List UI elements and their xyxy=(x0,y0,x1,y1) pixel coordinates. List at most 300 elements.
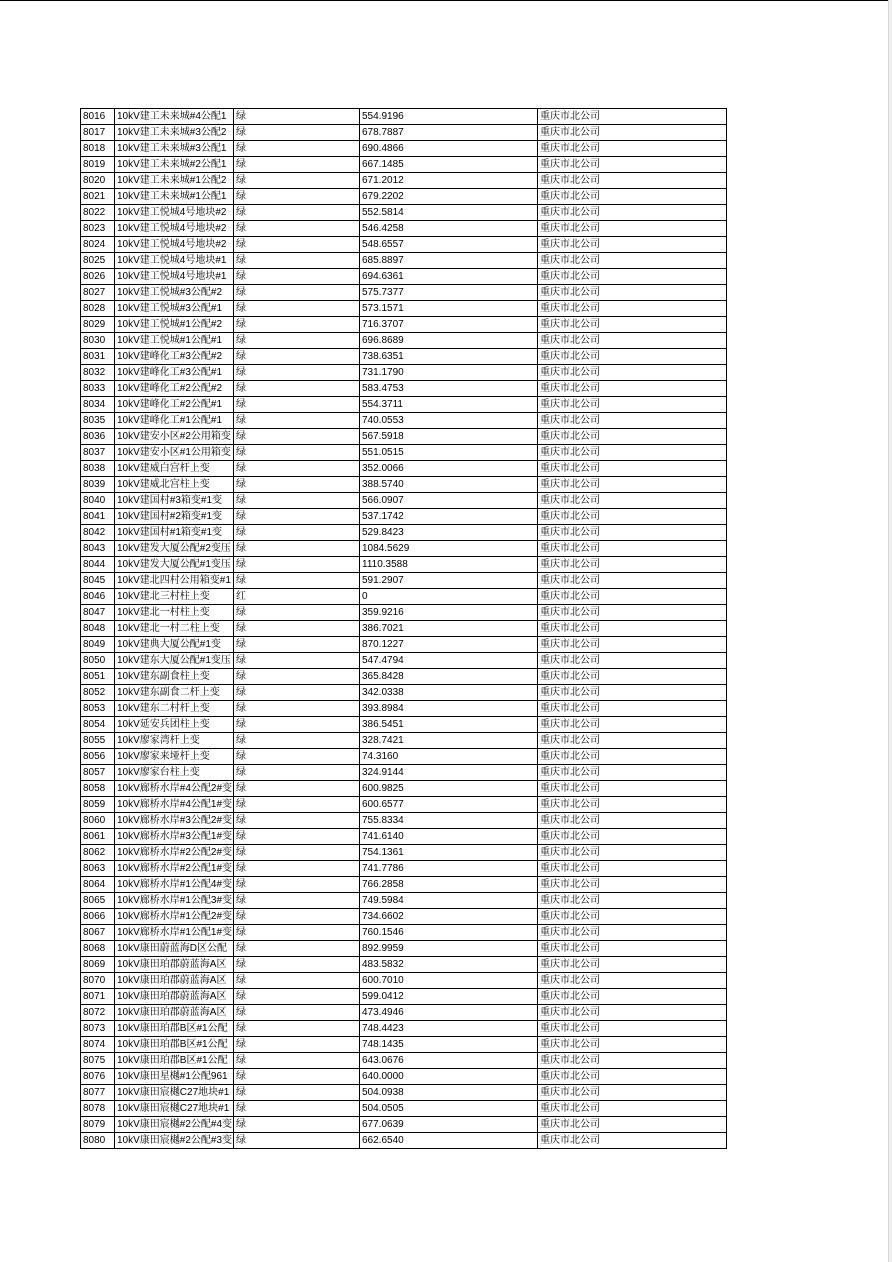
status-cell[interactable]: 绿 xyxy=(234,285,360,301)
row-id-cell[interactable]: 8020 xyxy=(81,173,115,189)
row-id-cell[interactable]: 8046 xyxy=(81,589,115,605)
company-cell[interactable]: 重庆市北公司 xyxy=(538,125,727,141)
load-value-cell[interactable]: 600.6577 xyxy=(360,797,538,813)
row-id-cell[interactable]: 8067 xyxy=(81,925,115,941)
status-cell[interactable]: 绿 xyxy=(234,909,360,925)
transformer-name-cell[interactable]: 10kV建国村#2箱变#1变 xyxy=(115,509,234,525)
load-value-cell[interactable]: 760.1546 xyxy=(360,925,538,941)
row-id-cell[interactable]: 8057 xyxy=(81,765,115,781)
company-cell[interactable]: 重庆市北公司 xyxy=(538,157,727,173)
load-value-cell[interactable]: 734.6602 xyxy=(360,909,538,925)
row-id-cell[interactable]: 8054 xyxy=(81,717,115,733)
transformer-name-cell[interactable]: 10kV建北三村柱上变 xyxy=(115,589,234,605)
company-cell[interactable]: 重庆市北公司 xyxy=(538,397,727,413)
company-cell[interactable]: 重庆市北公司 xyxy=(538,413,727,429)
status-cell[interactable]: 绿 xyxy=(234,781,360,797)
company-cell[interactable]: 重庆市北公司 xyxy=(538,701,727,717)
row-id-cell[interactable]: 8068 xyxy=(81,941,115,957)
load-value-cell[interactable]: 766.2858 xyxy=(360,877,538,893)
row-id-cell[interactable]: 8025 xyxy=(81,253,115,269)
row-id-cell[interactable]: 8058 xyxy=(81,781,115,797)
status-cell[interactable]: 绿 xyxy=(234,365,360,381)
transformer-name-cell[interactable]: 10kV建东副食二杆上变 xyxy=(115,685,234,701)
transformer-name-cell[interactable]: 10kV建威白宫杆上变 xyxy=(115,461,234,477)
load-value-cell[interactable]: 386.7021 xyxy=(360,621,538,637)
status-cell[interactable]: 绿 xyxy=(234,877,360,893)
load-value-cell[interactable]: 388.5740 xyxy=(360,477,538,493)
transformer-name-cell[interactable]: 10kV康田珀郡B区#1公配 xyxy=(115,1053,234,1069)
load-value-cell[interactable]: 755.8334 xyxy=(360,813,538,829)
transformer-name-cell[interactable]: 10kV廊桥水岸#4公配2#变 xyxy=(115,781,234,797)
load-value-cell[interactable]: 685.8897 xyxy=(360,253,538,269)
load-value-cell[interactable]: 547.4794 xyxy=(360,653,538,669)
status-cell[interactable]: 绿 xyxy=(234,637,360,653)
transformer-name-cell[interactable]: 10kV建东副食柱上变 xyxy=(115,669,234,685)
load-value-cell[interactable]: 694.6361 xyxy=(360,269,538,285)
status-cell[interactable]: 绿 xyxy=(234,237,360,253)
company-cell[interactable]: 重庆市北公司 xyxy=(538,749,727,765)
company-cell[interactable]: 重庆市北公司 xyxy=(538,717,727,733)
load-value-cell[interactable]: 716.3707 xyxy=(360,317,538,333)
row-id-cell[interactable]: 8019 xyxy=(81,157,115,173)
status-cell[interactable]: 绿 xyxy=(234,653,360,669)
row-id-cell[interactable]: 8060 xyxy=(81,813,115,829)
status-cell[interactable]: 绿 xyxy=(234,669,360,685)
status-cell[interactable]: 绿 xyxy=(234,413,360,429)
company-cell[interactable]: 重庆市北公司 xyxy=(538,301,727,317)
transformer-name-cell[interactable]: 10kV建安小区#2公用箱变 xyxy=(115,429,234,445)
company-cell[interactable]: 重庆市北公司 xyxy=(538,733,727,749)
row-id-cell[interactable]: 8017 xyxy=(81,125,115,141)
load-value-cell[interactable]: 591.2907 xyxy=(360,573,538,589)
load-value-cell[interactable]: 640.0000 xyxy=(360,1069,538,1085)
row-id-cell[interactable]: 8041 xyxy=(81,509,115,525)
company-cell[interactable]: 重庆市北公司 xyxy=(538,573,727,589)
status-cell[interactable]: 绿 xyxy=(234,381,360,397)
load-value-cell[interactable]: 892.9959 xyxy=(360,941,538,957)
transformer-name-cell[interactable]: 10kV廊桥水岸#1公配3#变 xyxy=(115,893,234,909)
row-id-cell[interactable]: 8031 xyxy=(81,349,115,365)
company-cell[interactable]: 重庆市北公司 xyxy=(538,957,727,973)
load-value-cell[interactable]: 678.7887 xyxy=(360,125,538,141)
status-cell[interactable]: 绿 xyxy=(234,605,360,621)
company-cell[interactable]: 重庆市北公司 xyxy=(538,797,727,813)
status-cell[interactable]: 绿 xyxy=(234,173,360,189)
row-id-cell[interactable]: 8016 xyxy=(81,109,115,125)
company-cell[interactable]: 重庆市北公司 xyxy=(538,829,727,845)
transformer-name-cell[interactable]: 10kV建北四村公用箱变#1 xyxy=(115,573,234,589)
row-id-cell[interactable]: 8073 xyxy=(81,1021,115,1037)
load-value-cell[interactable]: 740.0553 xyxy=(360,413,538,429)
company-cell[interactable]: 重庆市北公司 xyxy=(538,1133,727,1149)
load-value-cell[interactable]: 600.7010 xyxy=(360,973,538,989)
load-value-cell[interactable]: 529.8423 xyxy=(360,525,538,541)
status-cell[interactable]: 绿 xyxy=(234,765,360,781)
transformer-name-cell[interactable]: 10kV康田宸樾#2公配#3变 xyxy=(115,1133,234,1149)
load-value-cell[interactable]: 748.4423 xyxy=(360,1021,538,1037)
transformer-name-cell[interactable]: 10kV建工未来城#3公配1 xyxy=(115,141,234,157)
company-cell[interactable]: 重庆市北公司 xyxy=(538,1037,727,1053)
row-id-cell[interactable]: 8055 xyxy=(81,733,115,749)
status-cell[interactable]: 绿 xyxy=(234,685,360,701)
row-id-cell[interactable]: 8028 xyxy=(81,301,115,317)
row-id-cell[interactable]: 8036 xyxy=(81,429,115,445)
transformer-name-cell[interactable]: 10kV廊桥水岸#1公配1#变 xyxy=(115,925,234,941)
status-cell[interactable]: 绿 xyxy=(234,733,360,749)
company-cell[interactable]: 重庆市北公司 xyxy=(538,861,727,877)
company-cell[interactable]: 重庆市北公司 xyxy=(538,205,727,221)
load-value-cell[interactable]: 643.0676 xyxy=(360,1053,538,1069)
transformer-name-cell[interactable]: 10kV廊桥水岸#1公配2#变 xyxy=(115,909,234,925)
load-value-cell[interactable]: 567.5918 xyxy=(360,429,538,445)
company-cell[interactable]: 重庆市北公司 xyxy=(538,1053,727,1069)
status-cell[interactable]: 绿 xyxy=(234,141,360,157)
company-cell[interactable]: 重庆市北公司 xyxy=(538,973,727,989)
row-id-cell[interactable]: 8044 xyxy=(81,557,115,573)
status-cell[interactable]: 绿 xyxy=(234,317,360,333)
load-value-cell[interactable]: 393.8984 xyxy=(360,701,538,717)
transformer-name-cell[interactable]: 10kV建工悦城#1公配#2 xyxy=(115,317,234,333)
row-id-cell[interactable]: 8077 xyxy=(81,1085,115,1101)
load-value-cell[interactable]: 473.4946 xyxy=(360,1005,538,1021)
transformer-name-cell[interactable]: 10kV康田珀郡B区#1公配 xyxy=(115,1037,234,1053)
company-cell[interactable]: 重庆市北公司 xyxy=(538,349,727,365)
status-cell[interactable]: 绿 xyxy=(234,1037,360,1053)
company-cell[interactable]: 重庆市北公司 xyxy=(538,1069,727,1085)
load-value-cell[interactable]: 1084.5629 xyxy=(360,541,538,557)
load-value-cell[interactable]: 677.0639 xyxy=(360,1117,538,1133)
load-value-cell[interactable]: 600.9825 xyxy=(360,781,538,797)
load-value-cell[interactable]: 754.1361 xyxy=(360,845,538,861)
load-value-cell[interactable]: 554.3711 xyxy=(360,397,538,413)
company-cell[interactable]: 重庆市北公司 xyxy=(538,1005,727,1021)
row-id-cell[interactable]: 8022 xyxy=(81,205,115,221)
row-id-cell[interactable]: 8069 xyxy=(81,957,115,973)
status-cell[interactable]: 绿 xyxy=(234,861,360,877)
row-id-cell[interactable]: 8039 xyxy=(81,477,115,493)
company-cell[interactable]: 重庆市北公司 xyxy=(538,509,727,525)
company-cell[interactable]: 重庆市北公司 xyxy=(538,461,727,477)
transformer-name-cell[interactable]: 10kV建峰化工#2公配#1 xyxy=(115,397,234,413)
row-id-cell[interactable]: 8047 xyxy=(81,605,115,621)
row-id-cell[interactable]: 8023 xyxy=(81,221,115,237)
row-id-cell[interactable]: 8043 xyxy=(81,541,115,557)
transformer-name-cell[interactable]: 10kV廊桥水岸#1公配4#变 xyxy=(115,877,234,893)
transformer-name-cell[interactable]: 10kV康田宸樾#2公配#4变 xyxy=(115,1117,234,1133)
transformer-name-cell[interactable]: 10kV廊桥水岸#3公配2#变 xyxy=(115,813,234,829)
company-cell[interactable]: 重庆市北公司 xyxy=(538,525,727,541)
load-value-cell[interactable]: 575.7377 xyxy=(360,285,538,301)
company-cell[interactable]: 重庆市北公司 xyxy=(538,765,727,781)
row-id-cell[interactable]: 8056 xyxy=(81,749,115,765)
company-cell[interactable]: 重庆市北公司 xyxy=(538,877,727,893)
row-id-cell[interactable]: 8018 xyxy=(81,141,115,157)
transformer-name-cell[interactable]: 10kV廖家台柱上变 xyxy=(115,765,234,781)
transformer-name-cell[interactable]: 10kV建安小区#1公用箱变 xyxy=(115,445,234,461)
transformer-name-cell[interactable]: 10kV廖家湾杆上变 xyxy=(115,733,234,749)
company-cell[interactable]: 重庆市北公司 xyxy=(538,1117,727,1133)
load-value-cell[interactable]: 679.2202 xyxy=(360,189,538,205)
row-id-cell[interactable]: 8072 xyxy=(81,1005,115,1021)
row-id-cell[interactable]: 8061 xyxy=(81,829,115,845)
company-cell[interactable]: 重庆市北公司 xyxy=(538,589,727,605)
company-cell[interactable]: 重庆市北公司 xyxy=(538,653,727,669)
load-value-cell[interactable]: 696.8689 xyxy=(360,333,538,349)
load-value-cell[interactable]: 1110.3588 xyxy=(360,557,538,573)
transformer-name-cell[interactable]: 10kV建峰化工#3公配#1 xyxy=(115,365,234,381)
status-cell[interactable]: 绿 xyxy=(234,573,360,589)
load-value-cell[interactable]: 870.1227 xyxy=(360,637,538,653)
row-id-cell[interactable]: 8021 xyxy=(81,189,115,205)
row-id-cell[interactable]: 8034 xyxy=(81,397,115,413)
transformer-name-cell[interactable]: 10kV建典大厦公配#1变 xyxy=(115,637,234,653)
status-cell[interactable]: 绿 xyxy=(234,973,360,989)
row-id-cell[interactable]: 8042 xyxy=(81,525,115,541)
status-cell[interactable]: 绿 xyxy=(234,205,360,221)
status-cell[interactable]: 绿 xyxy=(234,541,360,557)
status-cell[interactable]: 绿 xyxy=(234,1101,360,1117)
load-value-cell[interactable]: 546.4258 xyxy=(360,221,538,237)
company-cell[interactable]: 重庆市北公司 xyxy=(538,685,727,701)
status-cell[interactable]: 绿 xyxy=(234,845,360,861)
status-cell[interactable]: 绿 xyxy=(234,109,360,125)
load-value-cell[interactable]: 352.0066 xyxy=(360,461,538,477)
transformer-name-cell[interactable]: 10kV建发大厦公配#2变压 xyxy=(115,541,234,557)
load-value-cell[interactable]: 551.0515 xyxy=(360,445,538,461)
status-cell[interactable]: 绿 xyxy=(234,893,360,909)
row-id-cell[interactable]: 8032 xyxy=(81,365,115,381)
row-id-cell[interactable]: 8040 xyxy=(81,493,115,509)
row-id-cell[interactable]: 8029 xyxy=(81,317,115,333)
load-value-cell[interactable]: 599.0412 xyxy=(360,989,538,1005)
company-cell[interactable]: 重庆市北公司 xyxy=(538,893,727,909)
company-cell[interactable]: 重庆市北公司 xyxy=(538,445,727,461)
row-id-cell[interactable]: 8027 xyxy=(81,285,115,301)
company-cell[interactable]: 重庆市北公司 xyxy=(538,541,727,557)
transformer-name-cell[interactable]: 10kV建工悦城#1公配#1 xyxy=(115,333,234,349)
company-cell[interactable]: 重庆市北公司 xyxy=(538,173,727,189)
transformer-name-cell[interactable]: 10kV建发大厦公配#1变压 xyxy=(115,557,234,573)
row-id-cell[interactable]: 8079 xyxy=(81,1117,115,1133)
company-cell[interactable]: 重庆市北公司 xyxy=(538,605,727,621)
row-id-cell[interactable]: 8074 xyxy=(81,1037,115,1053)
status-cell[interactable]: 绿 xyxy=(234,957,360,973)
status-cell[interactable]: 绿 xyxy=(234,221,360,237)
transformer-name-cell[interactable]: 10kV廊桥水岸#3公配1#变 xyxy=(115,829,234,845)
row-id-cell[interactable]: 8049 xyxy=(81,637,115,653)
load-value-cell[interactable]: 483.5832 xyxy=(360,957,538,973)
company-cell[interactable]: 重庆市北公司 xyxy=(538,269,727,285)
row-id-cell[interactable]: 8062 xyxy=(81,845,115,861)
status-cell[interactable]: 绿 xyxy=(234,829,360,845)
company-cell[interactable]: 重庆市北公司 xyxy=(538,429,727,445)
load-value-cell[interactable]: 365.8428 xyxy=(360,669,538,685)
company-cell[interactable]: 重庆市北公司 xyxy=(538,845,727,861)
row-id-cell[interactable]: 8052 xyxy=(81,685,115,701)
company-cell[interactable]: 重庆市北公司 xyxy=(538,813,727,829)
status-cell[interactable]: 绿 xyxy=(234,797,360,813)
status-cell[interactable]: 绿 xyxy=(234,509,360,525)
load-value-cell[interactable]: 548.6557 xyxy=(360,237,538,253)
load-value-cell[interactable]: 504.0938 xyxy=(360,1085,538,1101)
row-id-cell[interactable]: 8048 xyxy=(81,621,115,637)
company-cell[interactable]: 重庆市北公司 xyxy=(538,317,727,333)
company-cell[interactable]: 重庆市北公司 xyxy=(538,1085,727,1101)
status-cell[interactable]: 绿 xyxy=(234,941,360,957)
transformer-name-cell[interactable]: 10kV建峰化工#1公配#1 xyxy=(115,413,234,429)
company-cell[interactable]: 重庆市北公司 xyxy=(538,237,727,253)
row-id-cell[interactable]: 8076 xyxy=(81,1069,115,1085)
transformer-name-cell[interactable]: 10kV建工未来城#1公配2 xyxy=(115,173,234,189)
company-cell[interactable]: 重庆市北公司 xyxy=(538,1101,727,1117)
transformer-name-cell[interactable]: 10kV建国村#3箱变#1变 xyxy=(115,493,234,509)
company-cell[interactable]: 重庆市北公司 xyxy=(538,989,727,1005)
company-cell[interactable]: 重庆市北公司 xyxy=(538,557,727,573)
status-cell[interactable]: 绿 xyxy=(234,749,360,765)
transformer-name-cell[interactable]: 10kV建工悦城#3公配#1 xyxy=(115,301,234,317)
status-cell[interactable]: 绿 xyxy=(234,125,360,141)
transformer-name-cell[interactable]: 10kV建工未来城#1公配1 xyxy=(115,189,234,205)
transformer-name-cell[interactable]: 10kV康田珀郡蔚蓝海A区 xyxy=(115,1005,234,1021)
transformer-name-cell[interactable]: 10kV建工未来城#4公配1 xyxy=(115,109,234,125)
status-cell[interactable]: 绿 xyxy=(234,1133,360,1149)
status-cell[interactable]: 绿 xyxy=(234,925,360,941)
row-id-cell[interactable]: 8035 xyxy=(81,413,115,429)
transformer-name-cell[interactable]: 10kV建工未来城#2公配1 xyxy=(115,157,234,173)
row-id-cell[interactable]: 8066 xyxy=(81,909,115,925)
status-cell[interactable]: 绿 xyxy=(234,301,360,317)
load-value-cell[interactable]: 583.4753 xyxy=(360,381,538,397)
transformer-name-cell[interactable]: 10kV康田珀郡蔚蓝海A区 xyxy=(115,957,234,973)
row-id-cell[interactable]: 8051 xyxy=(81,669,115,685)
row-id-cell[interactable]: 8080 xyxy=(81,1133,115,1149)
row-id-cell[interactable]: 8026 xyxy=(81,269,115,285)
load-value-cell[interactable]: 741.7786 xyxy=(360,861,538,877)
status-cell[interactable]: 绿 xyxy=(234,477,360,493)
status-cell[interactable]: 绿 xyxy=(234,253,360,269)
status-cell[interactable]: 绿 xyxy=(234,157,360,173)
load-value-cell[interactable]: 566.0907 xyxy=(360,493,538,509)
load-value-cell[interactable]: 741.6140 xyxy=(360,829,538,845)
transformer-name-cell[interactable]: 10kV建东大厦公配#1变压 xyxy=(115,653,234,669)
load-value-cell[interactable]: 324.9144 xyxy=(360,765,538,781)
load-value-cell[interactable]: 749.5984 xyxy=(360,893,538,909)
status-cell[interactable]: 绿 xyxy=(234,1053,360,1069)
load-value-cell[interactable]: 554.9196 xyxy=(360,109,538,125)
company-cell[interactable]: 重庆市北公司 xyxy=(538,909,727,925)
status-cell[interactable]: 绿 xyxy=(234,349,360,365)
status-cell[interactable]: 绿 xyxy=(234,493,360,509)
transformer-name-cell[interactable]: 10kV建工未来城#3公配2 xyxy=(115,125,234,141)
company-cell[interactable]: 重庆市北公司 xyxy=(538,365,727,381)
status-cell[interactable]: 绿 xyxy=(234,701,360,717)
company-cell[interactable]: 重庆市北公司 xyxy=(538,781,727,797)
company-cell[interactable]: 重庆市北公司 xyxy=(538,493,727,509)
load-value-cell[interactable]: 504.0505 xyxy=(360,1101,538,1117)
company-cell[interactable]: 重庆市北公司 xyxy=(538,477,727,493)
load-value-cell[interactable]: 359.9216 xyxy=(360,605,538,621)
row-id-cell[interactable]: 8075 xyxy=(81,1053,115,1069)
transformer-name-cell[interactable]: 10kV康田珀郡蔚蓝海A区 xyxy=(115,989,234,1005)
row-id-cell[interactable]: 8065 xyxy=(81,893,115,909)
load-value-cell[interactable]: 0 xyxy=(360,589,538,605)
load-value-cell[interactable]: 342.0338 xyxy=(360,685,538,701)
company-cell[interactable]: 重庆市北公司 xyxy=(538,141,727,157)
row-id-cell[interactable]: 8050 xyxy=(81,653,115,669)
status-cell[interactable]: 绿 xyxy=(234,429,360,445)
transformer-name-cell[interactable]: 10kV建工悦城4号地块#1 xyxy=(115,253,234,269)
transformer-name-cell[interactable]: 10kV廊桥水岸#2公配2#变 xyxy=(115,845,234,861)
company-cell[interactable]: 重庆市北公司 xyxy=(538,333,727,349)
row-id-cell[interactable]: 8070 xyxy=(81,973,115,989)
row-id-cell[interactable]: 8071 xyxy=(81,989,115,1005)
row-id-cell[interactable]: 8030 xyxy=(81,333,115,349)
transformer-name-cell[interactable]: 10kV建峰化工#3公配#2 xyxy=(115,349,234,365)
company-cell[interactable]: 重庆市北公司 xyxy=(538,1021,727,1037)
transformer-name-cell[interactable]: 10kV康田珀郡B区#1公配 xyxy=(115,1021,234,1037)
status-cell[interactable]: 红 xyxy=(234,589,360,605)
transformer-name-cell[interactable]: 10kV康田蔚蓝海D区公配 xyxy=(115,941,234,957)
transformer-name-cell[interactable]: 10kV建北一村柱上变 xyxy=(115,605,234,621)
status-cell[interactable]: 绿 xyxy=(234,461,360,477)
status-cell[interactable]: 绿 xyxy=(234,397,360,413)
transformer-name-cell[interactable]: 10kV建工悦城4号地块#1 xyxy=(115,269,234,285)
transformer-name-cell[interactable]: 10kV建工悦城4号地块#2 xyxy=(115,237,234,253)
transformer-name-cell[interactable]: 10kV廊桥水岸#2公配1#变 xyxy=(115,861,234,877)
load-value-cell[interactable]: 74.3160 xyxy=(360,749,538,765)
load-value-cell[interactable]: 738.6351 xyxy=(360,349,538,365)
status-cell[interactable]: 绿 xyxy=(234,189,360,205)
load-value-cell[interactable]: 552.5814 xyxy=(360,205,538,221)
row-id-cell[interactable]: 8038 xyxy=(81,461,115,477)
row-id-cell[interactable]: 8045 xyxy=(81,573,115,589)
status-cell[interactable]: 绿 xyxy=(234,557,360,573)
row-id-cell[interactable]: 8024 xyxy=(81,237,115,253)
row-id-cell[interactable]: 8037 xyxy=(81,445,115,461)
row-id-cell[interactable]: 8053 xyxy=(81,701,115,717)
transformer-name-cell[interactable]: 10kV建国村#1箱变#1变 xyxy=(115,525,234,541)
load-value-cell[interactable]: 667.1485 xyxy=(360,157,538,173)
transformer-name-cell[interactable]: 10kV建威北宫柱上变 xyxy=(115,477,234,493)
transformer-name-cell[interactable]: 10kV建东二村杆上变 xyxy=(115,701,234,717)
status-cell[interactable]: 绿 xyxy=(234,1069,360,1085)
load-value-cell[interactable]: 662.6540 xyxy=(360,1133,538,1149)
transformer-name-cell[interactable]: 10kV廖家来垭杆上变 xyxy=(115,749,234,765)
load-value-cell[interactable]: 537.1742 xyxy=(360,509,538,525)
transformer-name-cell[interactable]: 10kV建峰化工#2公配#2 xyxy=(115,381,234,397)
transformer-name-cell[interactable]: 10kV廊桥水岸#4公配1#变 xyxy=(115,797,234,813)
company-cell[interactable]: 重庆市北公司 xyxy=(538,285,727,301)
status-cell[interactable]: 绿 xyxy=(234,1021,360,1037)
status-cell[interactable]: 绿 xyxy=(234,333,360,349)
load-value-cell[interactable]: 671.2012 xyxy=(360,173,538,189)
status-cell[interactable]: 绿 xyxy=(234,1085,360,1101)
row-id-cell[interactable]: 8063 xyxy=(81,861,115,877)
status-cell[interactable]: 绿 xyxy=(234,445,360,461)
transformer-name-cell[interactable]: 10kV延安兵团柱上变 xyxy=(115,717,234,733)
load-value-cell[interactable]: 748.1435 xyxy=(360,1037,538,1053)
row-id-cell[interactable]: 8059 xyxy=(81,797,115,813)
company-cell[interactable]: 重庆市北公司 xyxy=(538,253,727,269)
transformer-name-cell[interactable]: 10kV建北一村二柱上变 xyxy=(115,621,234,637)
company-cell[interactable]: 重庆市北公司 xyxy=(538,637,727,653)
status-cell[interactable]: 绿 xyxy=(234,989,360,1005)
company-cell[interactable]: 重庆市北公司 xyxy=(538,941,727,957)
company-cell[interactable]: 重庆市北公司 xyxy=(538,109,727,125)
transformer-name-cell[interactable]: 10kV建工悦城4号地块#2 xyxy=(115,205,234,221)
transformer-name-cell[interactable]: 10kV建工悦城4号地块#2 xyxy=(115,221,234,237)
load-value-cell[interactable]: 328.7421 xyxy=(360,733,538,749)
